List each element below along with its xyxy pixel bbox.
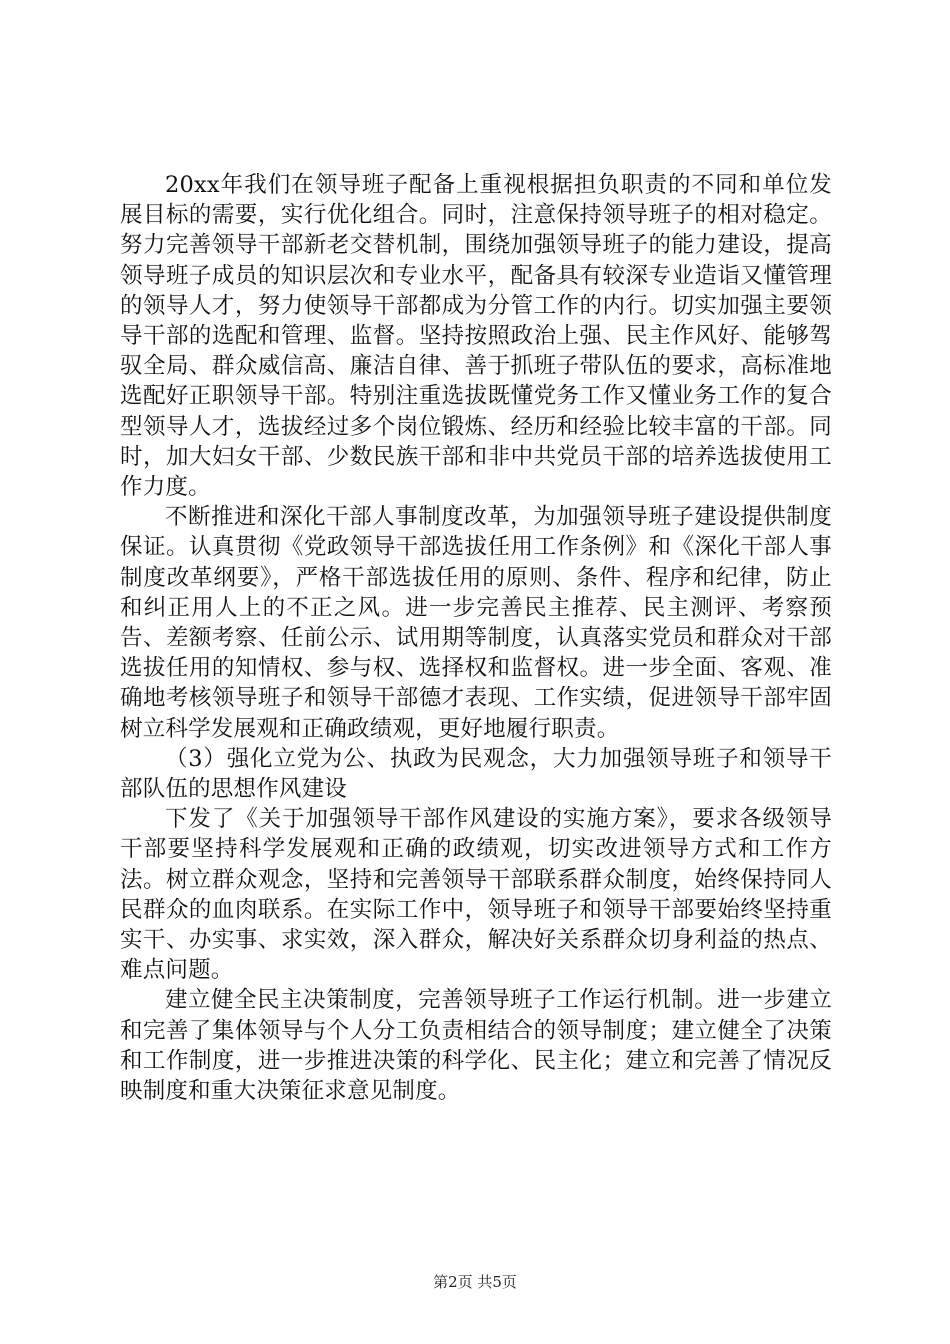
document-body (120, 170, 832, 1106)
section-heading-3: （3）强化立党为公、执政为民观念，大力加强领导班子和领导干部队伍的思想作风建设 (120, 745, 832, 803)
page-number-footer: 第2页 共5页 (433, 1273, 517, 1291)
paragraph-democratic-decision: 建立健全民主决策制度，完善领导班子工作运行机制。进一步建立和完善了集体领导与个人分工负责相结合的领导制度；建立健全了决策和工作制度，进一步推进决策的科学化、民主化；建立和完善了情况反映制度和重大决策征求意见制度。 (120, 987, 832, 1105)
paragraph-leadership-allocation: 20xx年我们在领导班子配备上重视根据担负职责的不同和单位发展目标的需要，实行优化组合。同时，注意保持领导班子的相对稳定。努力完善领导干部新老交替机制，围绕加强领导班子的能力建设，提高领导班子成员的知识层次和专业水平，配备具有较深专业造诣又懂管理的领导人才，努力使领导干部都成为分管工作的内行。切实加强主要领导干部的选配和管理、监督。坚持按照政治上强、民主作风好、能够驾驭全局、群众威信高、廉洁自律、善于抓班子带队伍的要求，高标准地选配好正职领导干部。特别注重选拔既懂党务工作又懂业务工作的复合型领导人才，选拔经过多个岗位锻炼、经历和经验比较丰富的干部。同时，加大妇女干部、少数民族干部和非中共党员干部的培养选拔使用工作力度。 (120, 172, 832, 501)
paragraph-personnel-reform: 不断推进和深化干部人事制度改革，为加强领导班子建设提供制度保证。认真贯彻《党政领导干部选拔任用工作条例》和《深化干部人事制度改革纲要》，严格干部选拔任用的原则、条件、程序和纪律，防止和纠正用人上的不正之风。进一步完善民主推荐、民主测评、考察预告、差额考察、任前公示、试用期等制度，认真落实党员和群众对干部选拔任用的知情权、参与权、选择权和监督权。进一步全面、客观、准确地考核领导班子和领导干部德才表现、工作实绩，促进领导干部牢固树立科学发展观和正确政绩观，更好地履行职责。 (120, 504, 832, 742)
paragraph-work-style: 下发了《关于加强领导干部作风建设的实施方案》，要求各级领导干部要坚持科学发展观和正确的政绩观，切实改进领导方式和工作方法。树立群众观念，坚持和完善领导干部联系群众制度，始终保持同人民群众的血肉联系。在实际工作中，领导班子和领导干部要始终坚持重实干、办实事、求实效，深入群众，解决好关系群众切身利益的热点、难点问题。 (120, 806, 832, 984)
